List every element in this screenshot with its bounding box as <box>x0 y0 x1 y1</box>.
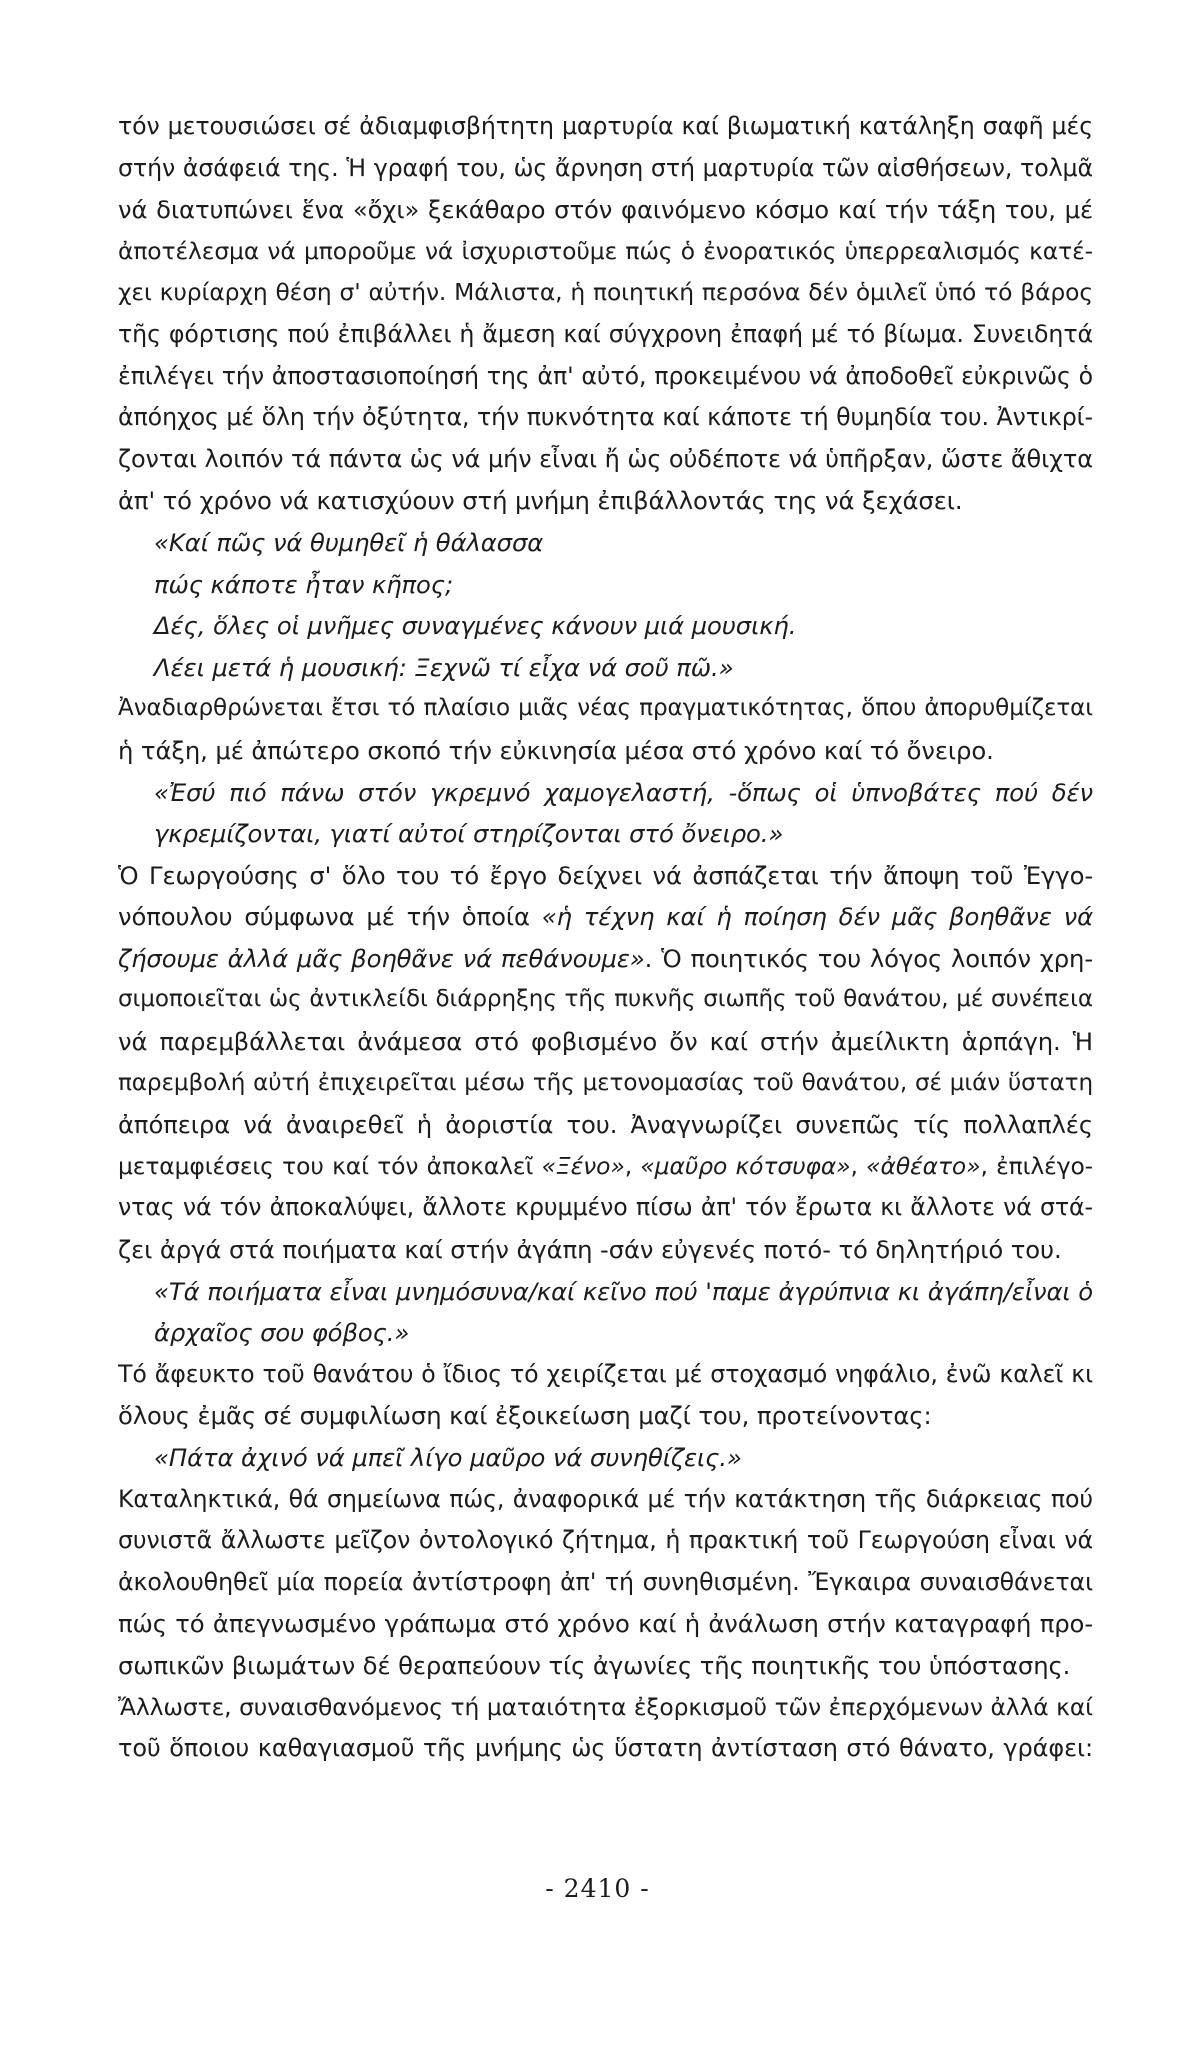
italic-quote-segment: «Ξένο» <box>541 1151 625 1180</box>
text-line <box>118 1603 1093 1645</box>
text-line <box>118 1271 1093 1313</box>
text-line <box>118 1104 1093 1146</box>
italic-quote-segment: «Τά ποιήματα εἶναι μνημόσυνα/καί κεῖνο πού 'παμε ἀγρύπνια κι ἀγάπη/εἶναι ὁ <box>154 1276 1093 1306</box>
text-segment: χει κυρίαρχη θέση σ' αὐτήν. Μάλιστα, ἡ ποιητική περσόνα δέν ὁμιλεῖ ὑπό τό βάρος <box>118 278 1093 307</box>
text-segment: , <box>624 1151 641 1180</box>
text-segment: ἡ τάξη, μέ ἀπώτερο σκοπό τήν εὐκινησία μέσα στό χρόνο καί τό ὄνειρο. <box>118 735 994 765</box>
italic-quote-segment: «Καί πῶς νά θυμηθεῖ ἡ θάλασσα <box>154 527 544 557</box>
text-line <box>118 564 1093 606</box>
text-line <box>118 439 1093 481</box>
text-line <box>118 605 1093 647</box>
italic-quote-segment: «Πάτα ἀχινό νά μπεῖ λίγο μαῦρο νά συνηθίζεις.» <box>154 1443 742 1472</box>
text-segment: ἀπόπειρα νά ἀναιρεθεῖ ἡ ἀοριστία του. Ἀναγνωρίζει συνεπῶς τίς πολλαπλές <box>118 1110 1093 1140</box>
text-line <box>118 1520 1093 1562</box>
text-line <box>118 1312 1093 1354</box>
italic-quote-segment: «Ἐσύ πιό πάνω στόν γκρεμνό χαμογελαστή, -ὅπως οἱ ὑπνοβάτες πού δέν <box>154 777 1093 807</box>
italic-quote-segment: πώς κάποτε ἦταν κῆπος; <box>154 569 454 599</box>
italic-quote-segment: «μαῦρο κότσυφα» <box>640 1151 851 1180</box>
text-segment: ἀπ' τό χρόνο νά κατισχύουν στή μνήμη ἐπιβάλλοντάς της νά ξεχάσει. <box>118 486 963 516</box>
text-segment: σωπικῶν βιωμάτων δέ θεραπεύουν τίς ἀγωνίες τῆς ποιητικῆς του ὑπόστασης. <box>118 1650 1071 1680</box>
text-segment: Τό ἄφευκτο τοῦ θανάτου ὁ ἴδιος τό χειρίζεται μέ στοχασμό νηφάλιο, ἐνῶ καλεῖ κι <box>118 1359 1093 1388</box>
italic-quote-segment: γκρεμίζονται, γιατί αὐτοί στηρίζονται στό ὄνειρο.» <box>154 819 784 849</box>
text-line <box>118 1229 1093 1271</box>
text-line <box>118 148 1093 190</box>
text-line <box>118 1728 1093 1770</box>
text-line <box>118 1395 1093 1437</box>
text-line <box>118 1687 1093 1729</box>
text-line <box>118 1021 1093 1063</box>
text-segment: Ὁ Γεωργούσης σ' ὅλο του τό ἔργο δείχνει νά ἀσπάζεται τήν ἄποψη τοῦ Ἐγγο- <box>118 860 1093 890</box>
text-line <box>118 314 1093 356</box>
italic-quote-segment: «ἀθέατο» <box>866 1151 981 1180</box>
text-segment: νά παρεμβάλλεται ἀνάμεσα στό φοβισμένο ὄν καί στήν ἀμείλικτη ἁρπάγη. Ἡ <box>118 1027 1093 1057</box>
text-line <box>118 647 1093 689</box>
text-line <box>118 1479 1093 1521</box>
text-line <box>118 896 1093 938</box>
text-line <box>118 1354 1093 1396</box>
italic-quote-segment: «ἡ τέχνη καί ἡ ποίηση δέν μᾶς βοηθᾶνε νά <box>541 902 1093 932</box>
text-line <box>118 106 1093 148</box>
text-segment: Ἀναδιαρθρώνεται ἔτσι τό πλαίσιο μιᾶς νέας πραγματικότητας, ὅπου ἀπορυθμίζεται <box>118 695 1093 722</box>
text-line <box>118 979 1093 1021</box>
text-line <box>118 813 1093 855</box>
text-segment: ἀποτέλεσμα νά μποροῦμε νά ἰσχυριστοῦμε πώς ὁ ἐνορατικός ὑπερρεαλισμός κατέ- <box>118 236 1093 265</box>
text-line <box>118 272 1093 314</box>
text-segment: ἀπόηχος μέ ὅλη τήν ὀξύτητα, τήν πυκνότητα καί κάποτε τή θυμηδία του. Ἀντικρί- <box>118 403 1093 432</box>
text-segment: νόπουλου σύμφωνα μέ τήν ὁποία <box>118 902 542 932</box>
text-line <box>118 1146 1093 1188</box>
text-line <box>118 730 1093 772</box>
text-segment: , <box>850 1151 867 1180</box>
text-segment: ἀκολουθηθεῖ μία πορεία ἀντίστροφη ἀπ' τή συνηθισμένη. Ἔγκαιρα συναισθάνεται <box>118 1567 1093 1596</box>
text-segment: πώς τό ἀπεγνωσμένο γράπωμα στό χρόνο καί ἡ ἀνάλωση στήν καταγραφή προ- <box>118 1609 1093 1639</box>
text-line <box>118 189 1093 231</box>
text-segment: ζει ἀργά στά ποιήματα καί στήν ἀγάπη -σάν εὐγενές ποτό- τό δηλητήριό του. <box>118 1235 1062 1265</box>
text-line <box>118 397 1093 439</box>
text-segment: , ἐπιλέγο- <box>980 1151 1094 1180</box>
text-line <box>118 522 1093 564</box>
text-segment: σιμοποιεῖται ὡς ἀντικλείδι διάρρηξης τῆς πυκνῆς σιωπῆς τοῦ θανάτου, μέ συνέπεια <box>118 986 1093 1013</box>
text-line <box>118 480 1093 522</box>
text-line <box>118 1063 1093 1105</box>
text-segment: τῆς φόρτισης πού ἐπιβάλλει ἡ ἄμεση καί σύγχρονη ἐπαφή μέ τό βίωμα. Συνειδητά <box>118 319 1093 348</box>
italic-quote-segment: ζήσουμε ἀλλά μᾶς βοηθᾶνε νά πεθάνουμε» <box>118 943 645 973</box>
text-line <box>118 356 1093 398</box>
text-segment: τόν μετουσιώσει σέ ἀδιαμφισβήτητη μαρτυρία καί βιωματική κατάληξη σαφῆ μές <box>118 112 1093 140</box>
text-segment: τοῦ ὅποιου καθαγιασμοῦ τῆς μνήμης ὡς ὕστατη ἀντίσταση στό θάνατο, γράφει: <box>118 1734 1093 1763</box>
text-segment: νά διατυπώνει ἕνα «ὄχι» ξεκάθαρο στόν φαινόμενο κόσμο καί τήν τάξη του, μέ <box>118 195 1093 225</box>
text-segment: . Ὁ ποιητικός του λόγος λοιπόν χρη- <box>644 943 1093 973</box>
text-segment: ὅλους ἐμᾶς σέ συμφιλίωση καί ἐξοικείωση μαζί του, προτείνοντας: <box>118 1401 932 1431</box>
page-number: - 2410 - <box>545 1874 650 1903</box>
text-line <box>118 231 1093 273</box>
italic-quote-segment: Δές, ὅλες οἱ μνῆμες συναγμένες κάνουν μιά μουσική. <box>154 611 797 641</box>
text-segment: στήν ἀσάφειά της. Ἡ γραφή του, ὡς ἄρνηση στή μαρτυρία τῶν αἰσθήσεων, τολμᾶ <box>118 153 1093 182</box>
text-line <box>118 1437 1093 1479</box>
text-segment: Καταληκτικά, θά σημείωνα πώς, ἀναφορικά μέ τήν κατάκτηση τῆς διάρκειας πού <box>118 1484 1093 1513</box>
text-segment: μεταμφιέσεις του καί τόν ἀποκαλεῖ <box>118 1151 542 1180</box>
text-line <box>118 772 1093 814</box>
text-segment: παρεμβολή αὐτή ἐπιχειρεῖται μέσω τῆς μετονομασίας τοῦ θανάτου, σέ μιάν ὕστατη <box>118 1069 1093 1096</box>
text-segment: Ἄλλωστε, συναισθανόμενος τή ματαιότητα ἐξορκισμοῦ τῶν ἐπερχόμενων ἀλλά καί <box>118 1692 1093 1721</box>
text-line <box>118 1187 1093 1229</box>
italic-quote-segment: Λέει μετά ἡ μουσική: Ξεχνῶ τί εἶχα νά σοῦ πῶ.» <box>154 652 734 682</box>
text-segment: ἐπιλέγει τήν ἀποστασιοποίησή της ἀπ' αὐτό, προκειμένου νά ἀποδοθεῖ εὐκρινῶς ὁ <box>118 361 1093 390</box>
body-text <box>118 106 1093 1770</box>
text-line <box>118 688 1093 730</box>
text-line <box>118 1645 1093 1687</box>
text-line <box>118 938 1093 980</box>
text-line <box>118 855 1093 897</box>
text-segment: ντας νά τόν ἀποκαλύψει, ἄλλοτε κρυμμένο πίσω ἀπ' τόν ἔρωτα κι ἄλλοτε νά στά- <box>118 1193 1093 1222</box>
text-segment: συνιστᾶ ἄλλωστε μεῖζον ὀντολογικό ζήτημα, ἡ πρακτική τοῦ Γεωργούση εἶναι νά <box>118 1526 1093 1555</box>
italic-quote-segment: ἀρχαῖος σου φόβος.» <box>154 1318 410 1348</box>
text-segment: ζονται λοιπόν τά πάντα ὡς νά μήν εἶναι ἤ ὡς οὐδέποτε νά ὑπῆρξαν, ὥστε ἄθιχτα <box>118 444 1093 473</box>
text-line <box>118 1562 1093 1604</box>
